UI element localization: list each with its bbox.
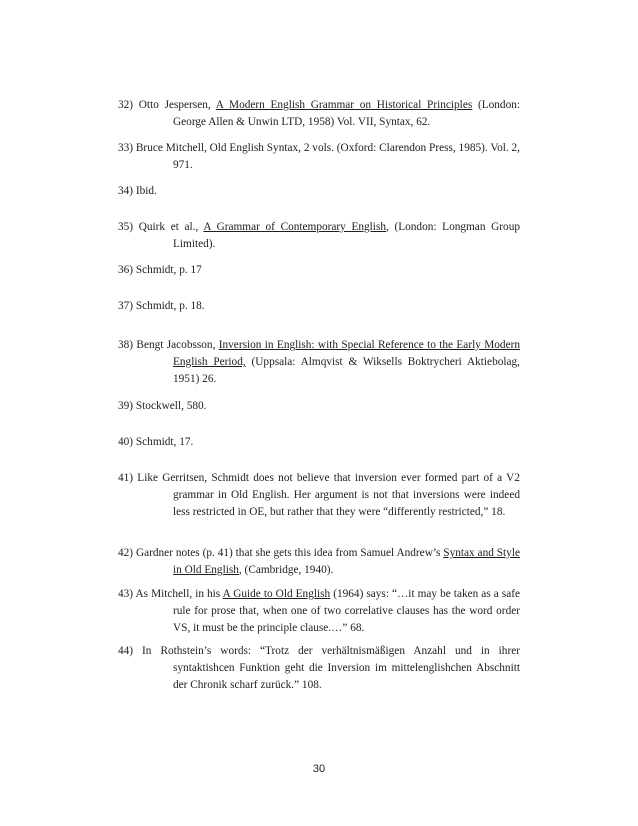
footnote-text: 35) Quirk et al., bbox=[118, 221, 204, 233]
footnote-36 bbox=[118, 262, 520, 279]
cited-title: Inversion in English: with Special Reference to the Early Modern English Period, bbox=[173, 339, 520, 368]
cited-title: A Modern English Grammar on Historical Principles bbox=[215, 99, 473, 111]
footnote-text: (London: George Allen & Unwin LTD, 1958) Vol. VII, Syntax, 62. bbox=[173, 99, 521, 128]
footnote-38 bbox=[118, 337, 520, 388]
footnote-text: 42) Gardner notes (p. 41) that she gets this idea from Samuel Andrew’s bbox=[118, 547, 444, 559]
cited-title: A Grammar of Contemporary English bbox=[203, 221, 386, 233]
footnote-text: 40) Schmidt, 17. bbox=[118, 436, 194, 448]
footnote-text: 36) Schmidt, p. 17 bbox=[118, 264, 202, 276]
footnote-41 bbox=[118, 470, 520, 521]
footnote-text: 32) Otto Jespersen, bbox=[118, 99, 216, 111]
footnote-43 bbox=[118, 586, 520, 637]
cited-title: A Guide to Old English bbox=[222, 588, 331, 600]
footnote-text: 44) In Rothstein’s words: “Trotz der verhältnismäßigen Anzahl und in ihrer syntaktishcen Funktion geht die Inversion im mittelenglishchen Abschnitt der Chronik scharf zurück.” 108. bbox=[118, 645, 520, 691]
footnote-text: (1964) says: “…it may be taken as a safe rule for prose that, when one of two correlative clauses has the word order VS, it must be the principle clause.…” 68. bbox=[173, 588, 520, 634]
cited-title: Syntax and Style in Old English bbox=[173, 547, 520, 576]
page-number: 30 bbox=[312, 763, 326, 775]
footnote-33 bbox=[118, 140, 520, 174]
footnote-text: 34) Ibid. bbox=[118, 185, 157, 197]
footnote-39 bbox=[118, 398, 520, 415]
footnote-text: 39) Stockwell, 580. bbox=[118, 400, 207, 412]
footnote-text: , (Cambridge, 1940). bbox=[238, 564, 334, 576]
footnote-40 bbox=[118, 434, 520, 451]
footnote-32 bbox=[118, 97, 520, 131]
footnote-text: 37) Schmidt, p. 18. bbox=[118, 300, 205, 312]
footnote-42 bbox=[118, 545, 520, 579]
footnote-text: 38) Bengt Jacobsson, bbox=[118, 339, 219, 351]
footnote-text: 43) As Mitchell, in his bbox=[118, 588, 223, 600]
footnote-35 bbox=[118, 219, 520, 253]
footnote-text: 33) Bruce Mitchell, Old English Syntax, 2 vols. (Oxford: Clarendon Press, 1985). Vol. 2, 971. bbox=[118, 142, 520, 171]
footnote-text: 41) Like Gerritsen, Schmidt does not believe that inversion ever formed part of a V2 grammar in Old English. Her argument is not that inversions were indeed less restricted in OE, but rather that they were “differently restricted,” 18. bbox=[118, 472, 520, 518]
footnote-text: (Uppsala: Almqvist & Wiksells Boktrycheri Aktiebolag, 1951) 26. bbox=[173, 356, 520, 385]
footnote-37 bbox=[118, 298, 520, 315]
footnote-text: , (London: Longman Group Limited). bbox=[173, 221, 520, 250]
footnote-44 bbox=[118, 643, 520, 694]
footnote-34 bbox=[118, 183, 520, 200]
